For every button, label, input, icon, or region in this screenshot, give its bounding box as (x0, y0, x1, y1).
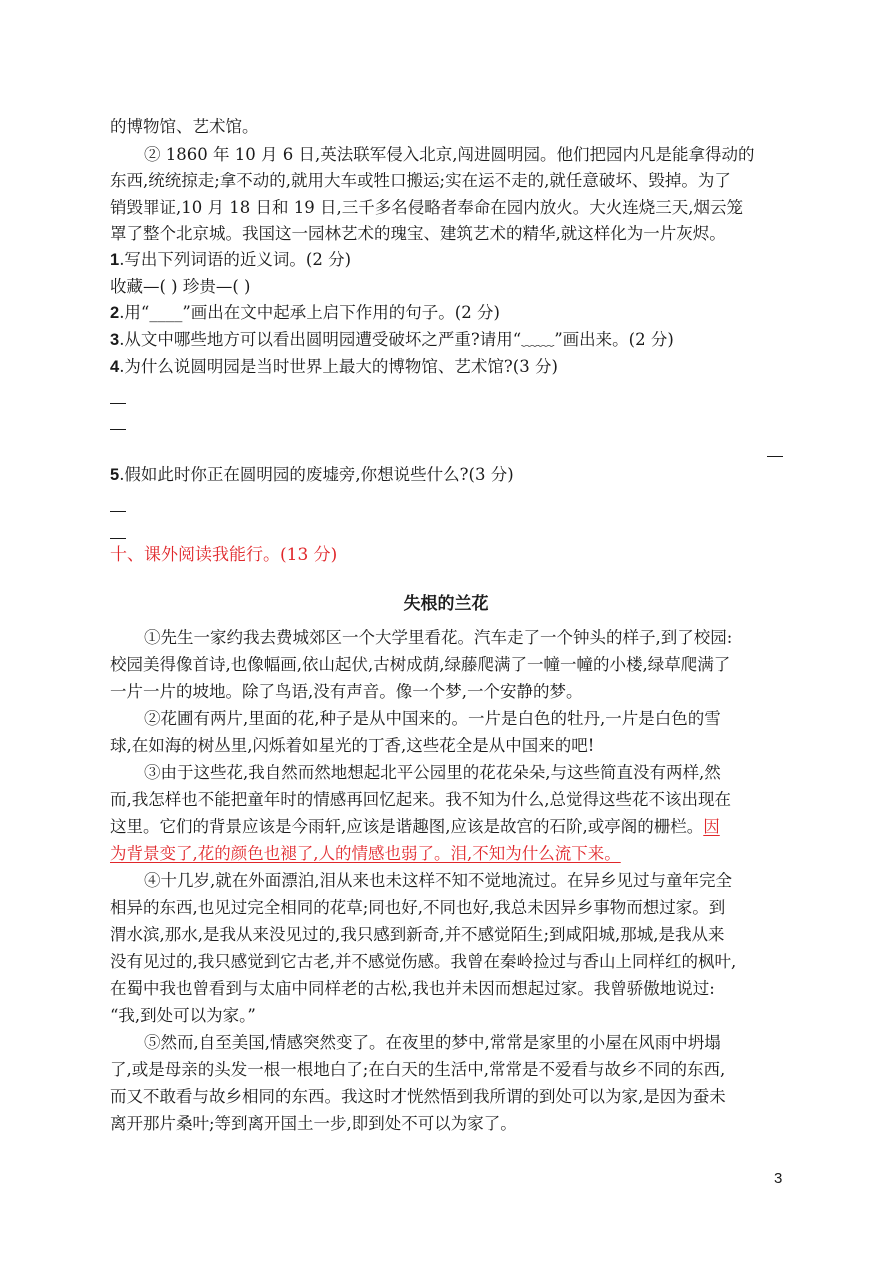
story-paragraph-5-line: 而又不敢看与故乡相同的东西。我这时才恍然悟到我所谓的到处可以为家,是因为蚕未 (110, 1087, 726, 1106)
marked-sentence-start: 因 (703, 817, 720, 836)
answer-line (110, 403, 126, 404)
answer-line (110, 538, 126, 539)
question-3: 3.从文中哪些地方可以看出圆明园遭受破坏之严重?请用“﹏﹏”画出来。(2 分) (110, 330, 674, 349)
story-paragraph-3-line: 而,我怎样也不能把童年时的情感再回忆起来。我不知为什么,总觉得这些花不该出现在 (110, 790, 731, 809)
passage-paragraph-2-line: 东西,统统掠走;拿不动的,就用大车或牲口搬运;实在运不走的,就任意破坏、毁掉。为了 (110, 171, 731, 190)
story-paragraph-1-line: ①先生一家约我去费城郊区一个大学里看花。汽车走了一个钟头的样子,到了校园: (144, 628, 733, 647)
story-paragraph-4-line: ④十几岁,就在外面漂泊,泪从来也未这样不知不觉地流过。在异乡见过与童年完全 (144, 871, 732, 890)
answer-line (110, 511, 126, 512)
marked-sentence: 为背景变了,花的颜色也褪了,人的情感也弱了。泪,不知为什么流下来。 (110, 844, 621, 863)
section-heading: 十、课外阅读我能行。(13 分) (110, 545, 338, 565)
answer-line (110, 429, 126, 430)
answer-line (767, 456, 783, 457)
page-number: 3 (774, 1170, 783, 1187)
question-4: 4.为什么说圆明园是当时世界上最大的博物馆、艺术馆?(3 分) (110, 357, 558, 376)
question-1-answer-line: 收藏—( ) 珍贵—( ) (110, 277, 251, 296)
story-title: 失根的兰花 (403, 594, 489, 614)
story-paragraph-1-line: 一片一片的坡地。除了鸟语,没有声音。像一个梦,一个安静的梦。 (110, 682, 583, 701)
passage-paragraph-2-line: ② 1860 年 10 月 6 日,英法联军侵入北京,闯进圆明园。他们把园内凡是能拿得动的 (144, 145, 755, 164)
passage-line: 的博物馆、艺术馆。 (110, 117, 259, 136)
story-paragraph-2-line: ②花圃有两片,里面的花,种子是从中国来的。一片是白色的牡丹,一片是白色的雪 (144, 709, 721, 728)
story-paragraph-4-line: 相异的东西,也见过完全相同的花草;同也好,不同也好,我总未因异乡事物而想过家。到 (110, 898, 726, 917)
story-paragraph-4-line: 在蜀中我也曾看到与太庙中同样老的古松,我也并未因而想起过家。我曾骄傲地说过: (110, 979, 715, 998)
story-paragraph-5-line: ⑤然而,自至美国,情感突然变了。在夜里的梦中,常常是家里的小屋在风雨中坍塌 (144, 1033, 721, 1052)
story-paragraph-1-line: 校园美得像首诗,也像幅画,依山起伏,古树成荫,绿藤爬满了一幢一幢的小楼,绿草爬满了 (110, 655, 731, 674)
passage-paragraph-2-line: 罩了整个北京城。我国这一园林艺术的瑰宝、建筑艺术的精华,就这样化为一片灰烬。 (110, 224, 726, 243)
question-1: 1.写出下列词语的近义词。(2 分) (110, 250, 352, 269)
story-paragraph-5-line: 离开那片桑叶;等到离开国土一步,即到处不可以为家了。 (110, 1114, 517, 1133)
story-paragraph-4-line: 没有见过的,我只感觉到它古老,并不感觉伤感。我曾在秦岭捡过与香山上同样红的枫叶, (110, 952, 737, 971)
story-paragraph-5-line: 了,或是母亲的头发一根一根地白了;在白天的生活中,常常是不爱看与故乡不同的东西, (110, 1060, 726, 1079)
passage-paragraph-2-line: 销毁罪证,10 月 18 日和 19 日,三千多名侵略者奉命在园内放火。大火连烧三天,烟云笼 (110, 198, 743, 217)
story-paragraph-2-line: 球,在如海的树丛里,闪烁着如星光的丁香,这些花全是从中国来的吧! (110, 736, 595, 755)
story-paragraph-3-line: 这里。它们的背景应该是今雨轩,应该是谐趣图,应该是故宫的石阶,或亭阁的栅栏。因 (110, 817, 720, 836)
story-paragraph-4-line: 渭水滨,那水,是我从来没见过的,我只感到新奇,并不感觉陌生;到咸阳城,那城,是我从来 (110, 925, 725, 944)
story-paragraph-3-line: ③由于这些花,我自然而然地想起北平公园里的花花朵朵,与这些简直没有两样,然 (144, 763, 721, 782)
question-5: 5.假如此时你正在圆明园的废墟旁,你想说些什么?(3 分) (110, 465, 514, 484)
question-2: 2.用“____”画出在文中起承上启下作用的句子。(2 分) (110, 303, 500, 322)
story-paragraph-4-line: “我,到处可以为家。” (110, 1006, 256, 1025)
